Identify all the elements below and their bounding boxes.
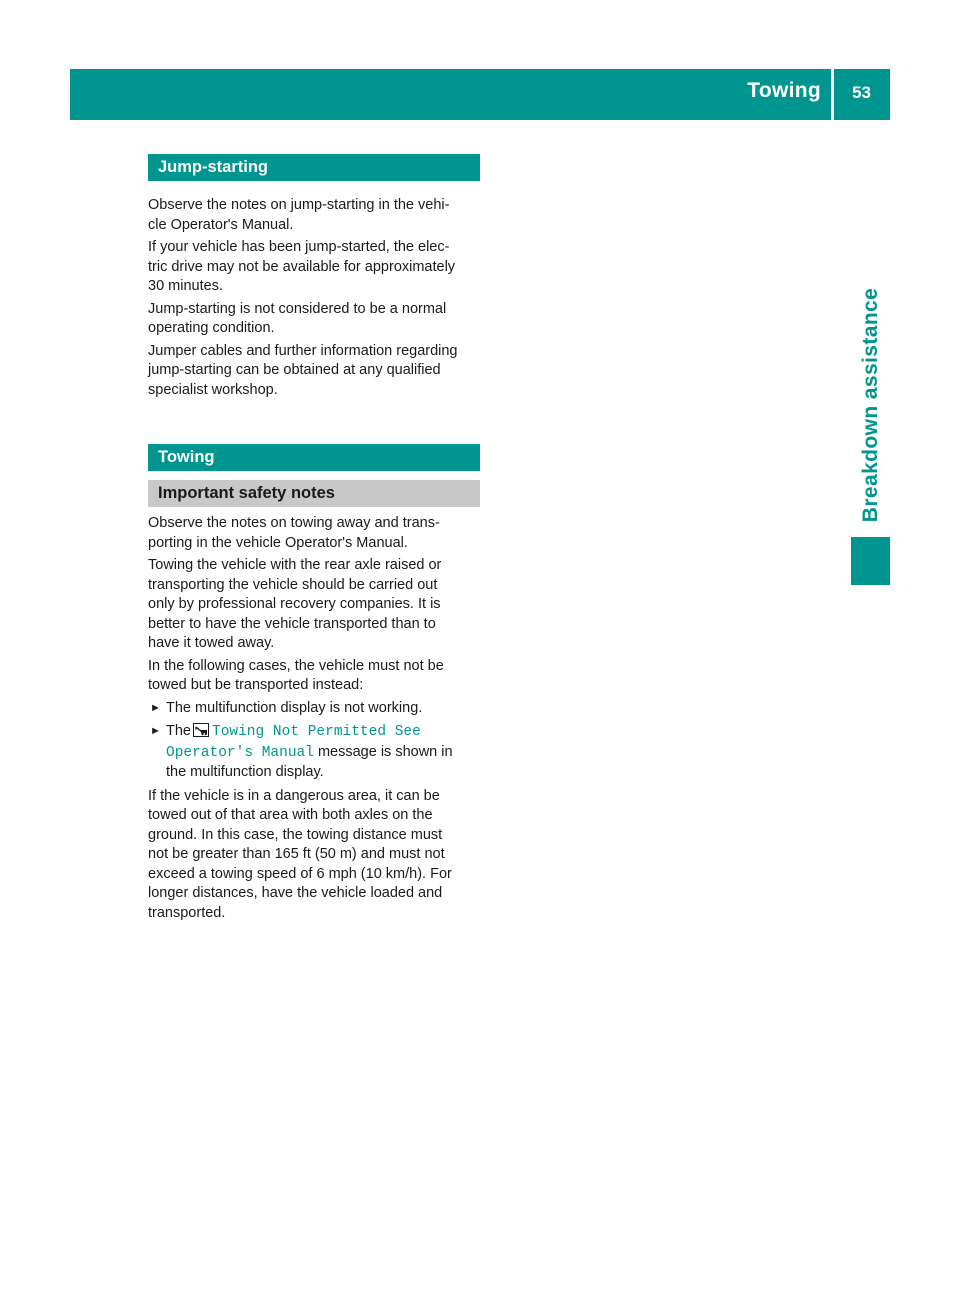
paragraph: If the vehicle is in a dangerous area, it can be towed out of that area with both axles on the ground. In this case, the towing distance must not be greater than 165 ft (50 m) and must not exceed a towing speed of 6 mph (10 km/h). For longer distances, have the vehicle loaded and transported. (148, 787, 452, 921)
page-header (70, 69, 890, 120)
paragraph: Observe the notes on towing away and trans- porting in the vehicle Operator's Manual. (148, 515, 440, 551)
chapter-title: Towing (747, 79, 821, 102)
page-number: 53 (852, 83, 871, 102)
header-divider (831, 69, 834, 120)
tow-truck-icon (193, 723, 209, 737)
paragraph: In the following cases, the vehicle must not be towed but be transported instead: (148, 657, 444, 693)
side-tab-marker (851, 537, 890, 585)
paragraph: Observe the notes on jump-starting in the vehi- cle Operator's Manual. (148, 197, 450, 233)
content-column (148, 154, 480, 926)
display-message: Towing Not Permitted See (212, 724, 421, 740)
bullet-list (148, 699, 480, 783)
section-heading-towing: Towing (148, 444, 480, 471)
list-item: ► The Towing Not Permitted See Operator's Manual message is shown in the multifunction display. (150, 723, 453, 780)
side-tab-label: Breakdown assistance (859, 287, 882, 523)
section-heading-jump-starting: Jump-starting (148, 154, 480, 181)
paragraph: Jump-starting is not considered to be a normal operating condition. (148, 300, 447, 336)
bullet-icon: ► (150, 701, 161, 714)
paragraph: If your vehicle has been jump-started, the elec- tric drive may not be available for approximately 30 minutes. (148, 239, 456, 294)
list-item: ► The multifunction display is not working. (148, 699, 480, 719)
side-tab (853, 282, 889, 528)
paragraph: Towing the vehicle with the rear axle raised or transporting the vehicle should be carried out only by professional recovery companies. It is better to have the vehicle transported than to have it towed away. (148, 557, 442, 651)
display-message: Operator's Manual (166, 744, 314, 761)
bullet-icon: ► (150, 725, 161, 737)
paragraph: Jumper cables and further information regarding jump-starting can be obtained at any qualified specialist workshop. (148, 342, 458, 398)
subheading-safety-notes: Important safety notes (148, 480, 480, 507)
